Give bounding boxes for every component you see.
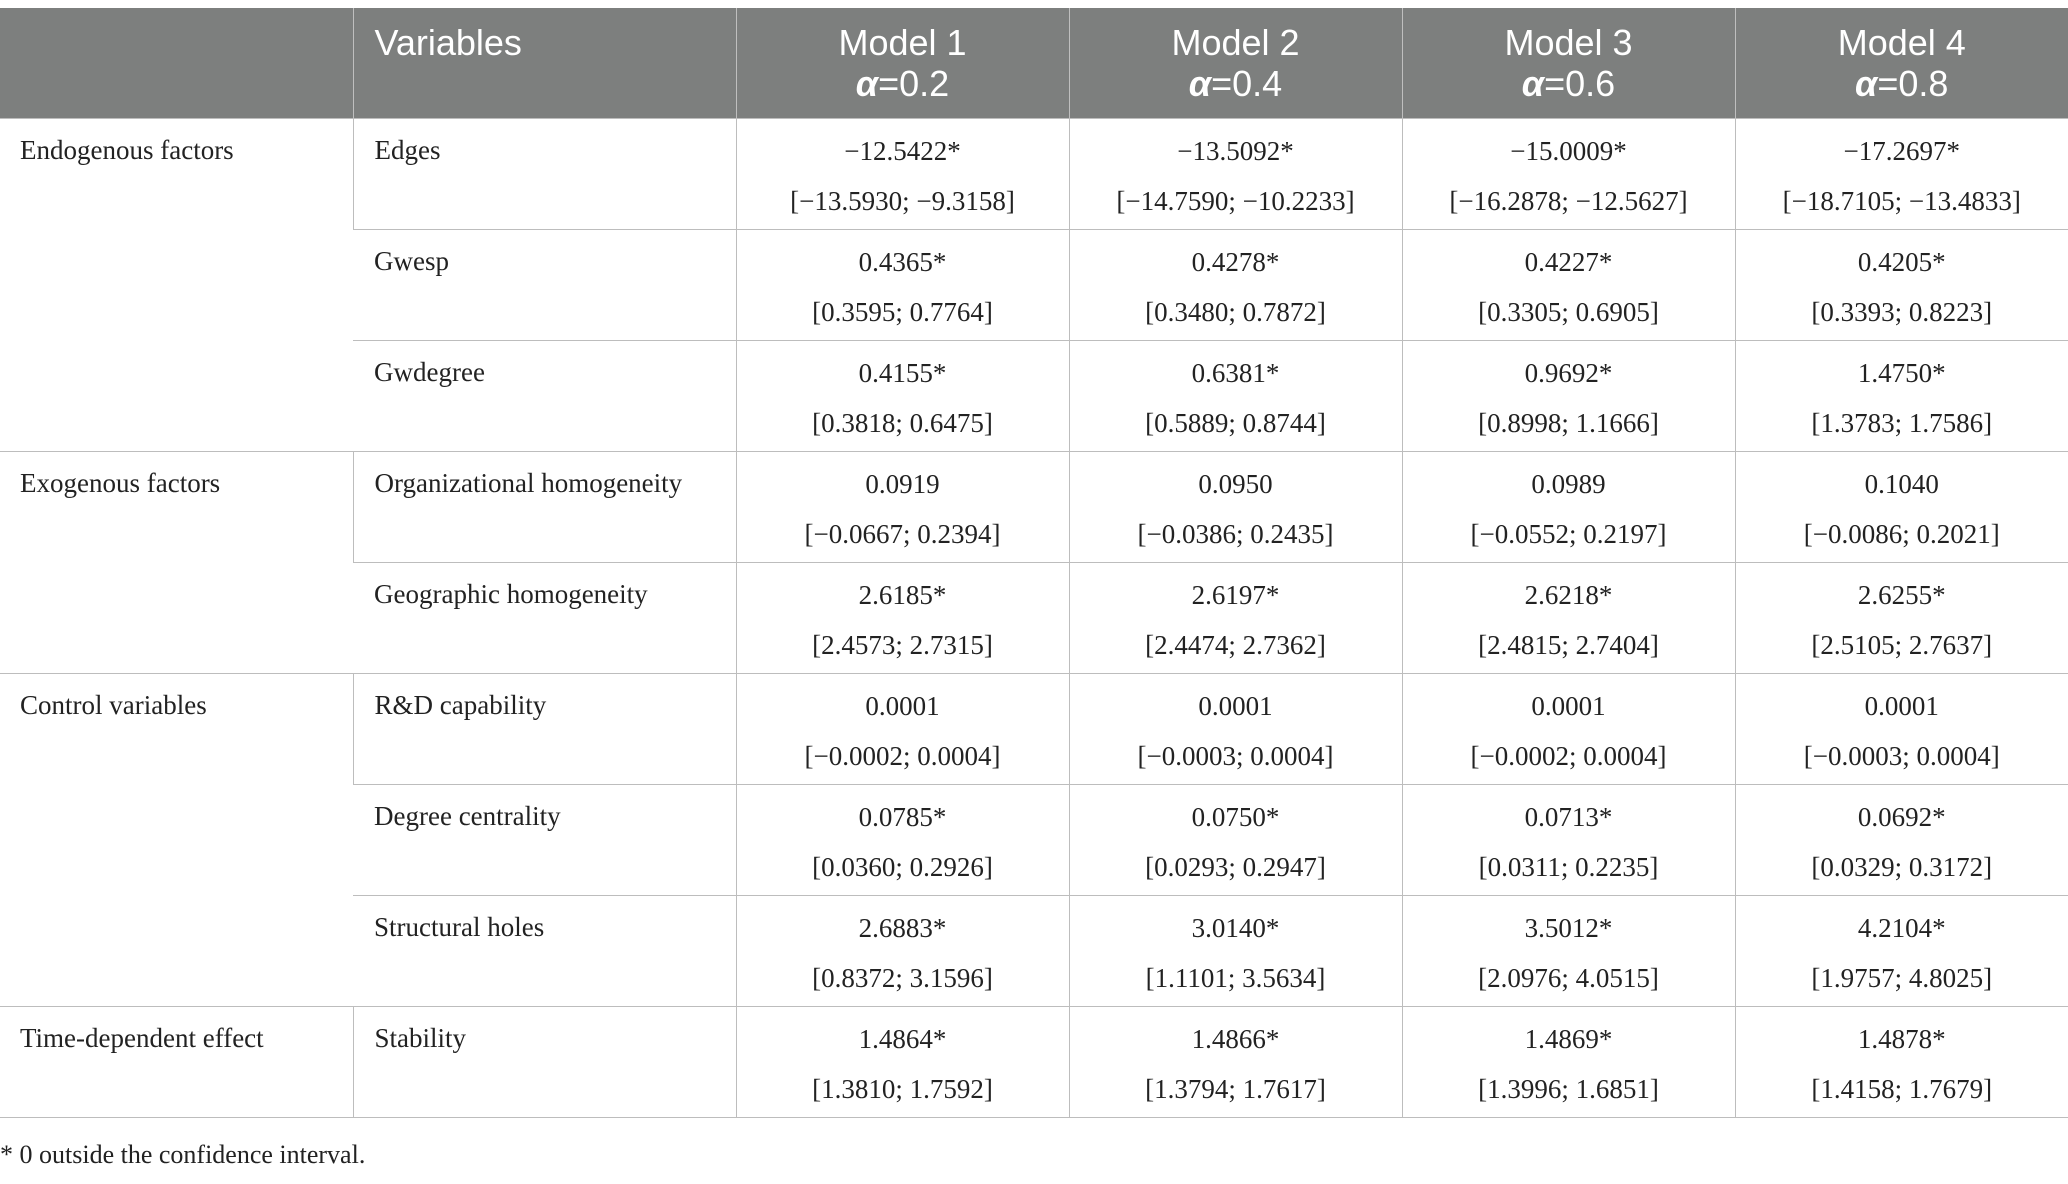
model-4-value-cell bbox=[1735, 230, 2068, 341]
variable-name: Structural holes bbox=[353, 896, 736, 1007]
confidence-interval: [−14.7590; −10.2233] bbox=[1116, 186, 1355, 216]
model-1-value-cell bbox=[736, 896, 1069, 1007]
coefficient: 0.1040 bbox=[1864, 469, 1939, 499]
model-3-value-cell bbox=[1402, 563, 1735, 674]
model-alpha bbox=[1070, 63, 1402, 104]
confidence-interval: [0.8998; 1.1666] bbox=[1478, 408, 1659, 438]
coefficient: −13.5092* bbox=[1177, 136, 1294, 166]
model-2-value-cell bbox=[1069, 785, 1402, 896]
table-header bbox=[0, 8, 2068, 119]
confidence-interval: [2.0976; 4.0515] bbox=[1478, 963, 1659, 993]
variable-name: Organizational homogeneity bbox=[353, 452, 736, 563]
results-table bbox=[0, 8, 2068, 1118]
variable-name: Stability bbox=[353, 1007, 736, 1118]
coefficient: −17.2697* bbox=[1843, 136, 1960, 166]
confidence-interval: [0.3480; 0.7872] bbox=[1145, 297, 1326, 327]
coefficient: 0.0001 bbox=[1198, 691, 1273, 721]
model-3-value-cell bbox=[1402, 452, 1735, 563]
model-2-value-cell bbox=[1069, 1007, 1402, 1118]
coefficient: 0.0919 bbox=[865, 469, 940, 499]
coefficient: 1.4869* bbox=[1524, 1024, 1613, 1054]
model-1-value-cell bbox=[736, 230, 1069, 341]
coefficient: 3.5012* bbox=[1524, 913, 1613, 943]
model-4-value-cell bbox=[1735, 119, 2068, 230]
model-2-value-cell bbox=[1069, 230, 1402, 341]
confidence-interval: [−0.0086; 0.2021] bbox=[1803, 519, 2000, 549]
coefficient: 3.0140* bbox=[1191, 913, 1280, 943]
model-1-value-cell bbox=[736, 1007, 1069, 1118]
coefficient: 2.6218* bbox=[1524, 580, 1613, 610]
confidence-interval: [0.0311; 0.2235] bbox=[1478, 852, 1659, 882]
coefficient: −12.5422* bbox=[844, 136, 961, 166]
model-1-value-cell bbox=[736, 341, 1069, 452]
coefficient: 1.4878* bbox=[1857, 1024, 1946, 1054]
variable-name: Gwdegree bbox=[353, 341, 736, 452]
coefficient: 4.2104* bbox=[1857, 913, 1946, 943]
coefficient: 0.4278* bbox=[1191, 247, 1280, 277]
alpha-value: =0.8 bbox=[1877, 63, 1949, 104]
alpha-symbol: α bbox=[1521, 63, 1545, 104]
model-name: Model 4 bbox=[1837, 22, 1966, 63]
model-3-value-cell bbox=[1402, 785, 1735, 896]
model-2-value-cell bbox=[1069, 674, 1402, 785]
confidence-interval: [0.0360; 0.2926] bbox=[812, 852, 993, 882]
confidence-interval: [2.5105; 2.7637] bbox=[1811, 630, 1993, 660]
coefficient: 0.0692* bbox=[1857, 802, 1946, 832]
coefficient: 0.0950 bbox=[1198, 469, 1273, 499]
coefficient: −15.0009* bbox=[1510, 136, 1627, 166]
model-name: Model 2 bbox=[1171, 22, 1300, 63]
model-alpha bbox=[737, 63, 1069, 104]
model-2-value-cell bbox=[1069, 896, 1402, 1007]
confidence-interval: [0.3305; 0.6905] bbox=[1478, 297, 1659, 327]
coefficient: 0.4205* bbox=[1857, 247, 1946, 277]
header-group-cell bbox=[0, 8, 353, 119]
model-3-value-cell bbox=[1402, 1007, 1735, 1118]
alpha-value: =0.2 bbox=[878, 63, 950, 104]
model-1-value-cell bbox=[736, 452, 1069, 563]
group-label: Control variables bbox=[0, 674, 353, 1007]
confidence-interval: [1.3783; 1.7586] bbox=[1811, 408, 1993, 438]
confidence-interval: [1.9757; 4.8025] bbox=[1811, 963, 1993, 993]
confidence-interval: [2.4474; 2.7362] bbox=[1145, 630, 1326, 660]
coefficient: 0.0001 bbox=[865, 691, 940, 721]
alpha-symbol: α bbox=[1855, 63, 1878, 104]
model-2-value-cell bbox=[1069, 452, 1402, 563]
confidence-interval: [2.4815; 2.7404] bbox=[1478, 630, 1659, 660]
model-3-value-cell bbox=[1402, 230, 1735, 341]
confidence-interval: [0.0293; 0.2947] bbox=[1145, 852, 1326, 882]
model-alpha bbox=[1736, 63, 2068, 104]
model-3-value-cell bbox=[1402, 896, 1735, 1007]
coefficient: 2.6197* bbox=[1191, 580, 1280, 610]
model-1-value-cell bbox=[736, 674, 1069, 785]
coefficient: 0.4227* bbox=[1524, 247, 1613, 277]
table-row bbox=[0, 119, 2068, 230]
model-4-value-cell bbox=[1735, 1007, 2068, 1118]
variable-name: Edges bbox=[353, 119, 736, 230]
confidence-interval: [−16.2878; −12.5627] bbox=[1449, 186, 1688, 216]
header-model-2 bbox=[1069, 8, 1402, 119]
coefficient: 2.6185* bbox=[858, 580, 947, 610]
coefficient: 0.9692* bbox=[1524, 358, 1613, 388]
model-4-value-cell bbox=[1735, 563, 2068, 674]
model-4-value-cell bbox=[1735, 452, 2068, 563]
header-model-4 bbox=[1735, 8, 2068, 119]
confidence-interval: [1.3794; 1.7617] bbox=[1145, 1074, 1326, 1104]
variable-name: Geographic homogeneity bbox=[353, 563, 736, 674]
confidence-interval: [−0.0552; 0.2197] bbox=[1470, 519, 1667, 549]
header-row bbox=[0, 8, 2068, 119]
table-row bbox=[0, 674, 2068, 785]
confidence-interval: [0.8372; 3.1596] bbox=[812, 963, 993, 993]
model-1-value-cell bbox=[736, 119, 1069, 230]
model-alpha bbox=[1403, 63, 1735, 104]
confidence-interval: [−0.0003; 0.0004] bbox=[1137, 741, 1334, 771]
confidence-interval: [0.3393; 0.8223] bbox=[1811, 297, 1993, 327]
variable-name: Degree centrality bbox=[353, 785, 736, 896]
confidence-interval: [1.3996; 1.6851] bbox=[1478, 1074, 1659, 1104]
coefficient: 2.6255* bbox=[1857, 580, 1946, 610]
group-label: Exogenous factors bbox=[0, 452, 353, 674]
model-2-value-cell bbox=[1069, 119, 1402, 230]
model-3-value-cell bbox=[1402, 341, 1735, 452]
model-4-value-cell bbox=[1735, 896, 2068, 1007]
confidence-interval: [−0.0002; 0.0004] bbox=[1470, 741, 1667, 771]
header-model-1 bbox=[736, 8, 1069, 119]
model-1-value-cell bbox=[736, 785, 1069, 896]
table-row bbox=[0, 1007, 2068, 1118]
model-4-value-cell bbox=[1735, 785, 2068, 896]
coefficient: 2.6883* bbox=[858, 913, 947, 943]
coefficient: 0.0750* bbox=[1191, 802, 1280, 832]
confidence-interval: [0.0329; 0.3172] bbox=[1811, 852, 1993, 882]
confidence-interval: [1.1101; 3.5634] bbox=[1145, 963, 1326, 993]
model-3-value-cell bbox=[1402, 119, 1735, 230]
coefficient: 0.6381* bbox=[1191, 358, 1280, 388]
model-name: Model 3 bbox=[1504, 22, 1633, 63]
confidence-interval: [1.4158; 1.7679] bbox=[1811, 1074, 1993, 1104]
table-body bbox=[0, 119, 2068, 1118]
coefficient: 0.0713* bbox=[1524, 802, 1613, 832]
model-2-value-cell bbox=[1069, 563, 1402, 674]
confidence-interval: [0.5889; 0.8744] bbox=[1145, 408, 1326, 438]
alpha-value: =0.6 bbox=[1544, 63, 1616, 104]
confidence-interval: [−0.0667; 0.2394] bbox=[804, 519, 1001, 549]
group-label: Endogenous factors bbox=[0, 119, 353, 452]
coefficient: 0.0785* bbox=[858, 802, 947, 832]
coefficient: 0.0001 bbox=[1531, 691, 1606, 721]
coefficient: 1.4750* bbox=[1857, 358, 1946, 388]
alpha-symbol: α bbox=[1188, 63, 1212, 104]
model-4-value-cell bbox=[1735, 674, 2068, 785]
variable-name: Gwesp bbox=[353, 230, 736, 341]
model-4-value-cell bbox=[1735, 341, 2068, 452]
confidence-interval: [−0.0002; 0.0004] bbox=[804, 741, 1001, 771]
coefficient: 0.4155* bbox=[858, 358, 947, 388]
header-variables: Variables bbox=[353, 8, 736, 119]
coefficient: 0.4365* bbox=[858, 247, 947, 277]
confidence-interval: [−13.5930; −9.3158] bbox=[790, 186, 1015, 216]
confidence-interval: [2.4573; 2.7315] bbox=[812, 630, 993, 660]
group-label: Time-dependent effect bbox=[0, 1007, 353, 1118]
confidence-interval: [−0.0386; 0.2435] bbox=[1137, 519, 1334, 549]
confidence-interval: [0.3595; 0.7764] bbox=[812, 297, 993, 327]
model-name: Model 1 bbox=[838, 22, 967, 63]
confidence-interval: [1.3810; 1.7592] bbox=[812, 1074, 993, 1104]
confidence-interval: [−0.0003; 0.0004] bbox=[1803, 741, 2000, 771]
table-row bbox=[0, 452, 2068, 563]
coefficient: 0.0001 bbox=[1864, 691, 1939, 721]
coefficient: 1.4866* bbox=[1191, 1024, 1280, 1054]
alpha-value: =0.4 bbox=[1211, 63, 1283, 104]
alpha-symbol: α bbox=[855, 63, 879, 104]
confidence-interval: [−18.7105; −13.4833] bbox=[1782, 186, 2021, 216]
model-2-value-cell bbox=[1069, 341, 1402, 452]
header-model-3 bbox=[1402, 8, 1735, 119]
variable-name: R&D capability bbox=[353, 674, 736, 785]
confidence-interval: [0.3818; 0.6475] bbox=[812, 408, 993, 438]
coefficient: 0.0989 bbox=[1531, 469, 1606, 499]
model-3-value-cell bbox=[1402, 674, 1735, 785]
coefficient: 1.4864* bbox=[858, 1024, 947, 1054]
footnote: * 0 outside the confidence interval. bbox=[0, 1140, 366, 1169]
model-1-value-cell bbox=[736, 563, 1069, 674]
